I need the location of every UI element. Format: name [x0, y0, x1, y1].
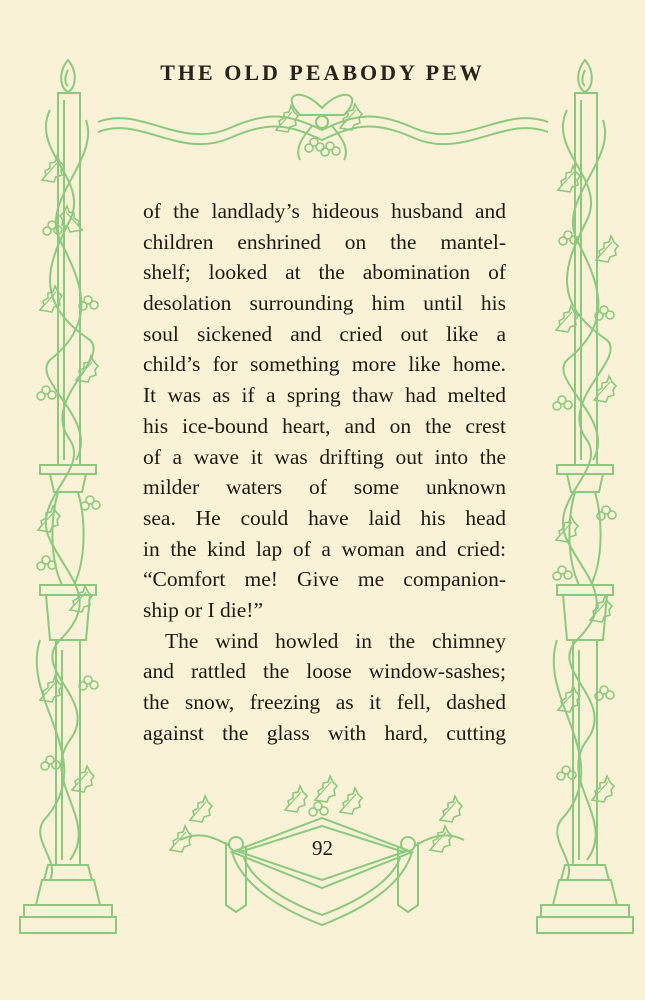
- running-header: THE OLD PEABODY PEW: [160, 60, 485, 85]
- text-line: milder waters of some unknown: [143, 475, 506, 500]
- text-line: desolation surrounding him until his: [143, 291, 506, 316]
- text-line: It was as if a spring thaw had melted: [143, 383, 506, 408]
- bottom-wreath-ornament: [180, 818, 464, 925]
- text-line: sea. He could have laid his head: [143, 505, 506, 530]
- text-line: against the glass with hard, cutting: [143, 720, 506, 745]
- text-line: of a wave it was drifting out into the: [143, 444, 506, 469]
- text-line: of the landlady’s hideous husband and: [143, 199, 506, 223]
- text-line: ship or I die!”: [143, 597, 264, 622]
- text-line: and rattled the loose window-sashes;: [143, 659, 506, 684]
- text-line: his ice-bound heart, and on the crest: [143, 413, 506, 438]
- text-line: child’s for something more like home.: [143, 352, 506, 377]
- text-line: The wind howled in the chimney: [165, 628, 506, 653]
- text-line: children enshrined on the mantel-: [143, 229, 506, 254]
- body-text: [143, 196, 506, 748]
- text-line: “Comfort me! Give me companion-: [143, 567, 506, 592]
- page-number: 92: [312, 836, 333, 860]
- left-candle-ornament: [20, 60, 116, 933]
- text-line: shelf; looked at the abomination of: [143, 260, 506, 285]
- text-line: in the kind lap of a woman and cried:: [143, 536, 506, 561]
- text-line: soul sickened and cried out like a: [143, 321, 506, 346]
- right-candle-ornament: [537, 60, 633, 933]
- text-line: the snow, freezing as it fell, dashed: [143, 690, 506, 714]
